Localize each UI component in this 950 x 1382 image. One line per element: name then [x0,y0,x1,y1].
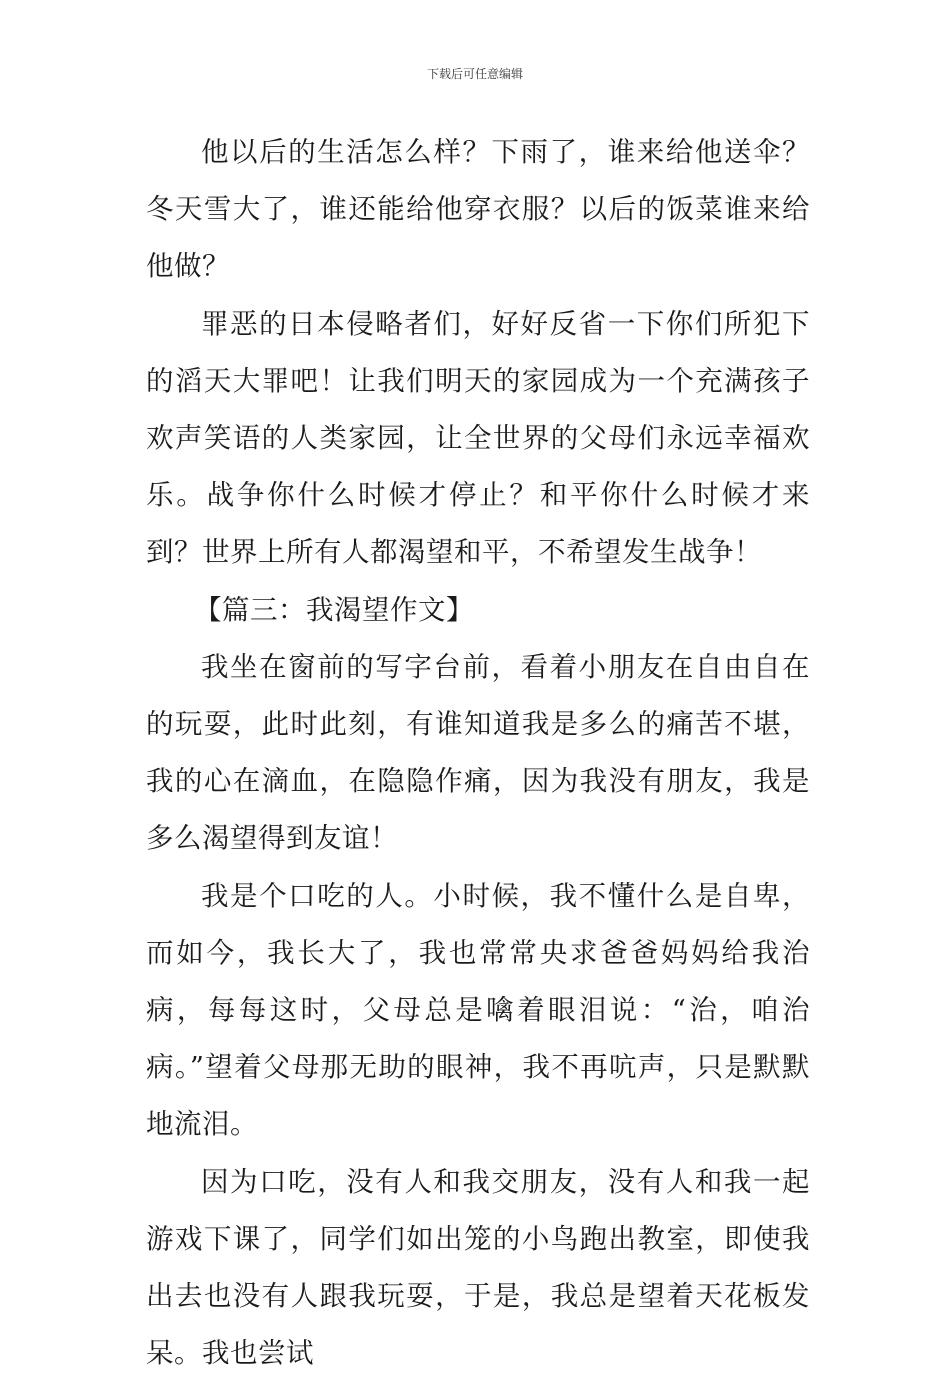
paragraph: 他以后的生活怎么样？下雨了，谁来给他送伞？冬天雪大了，谁还能给他穿衣服？以后的饭菜谁来给他做？ [146,136,810,283]
page-header: 下载后可任意编辑 [426,67,523,81]
paragraph: 我坐在窗前的写字台前，看着小朋友在自由自在的玩耍，此时此刻，有谁知道我是多么的痛苦不堪，我的心在滴血，在隐隐作痛，因为我没有朋友，我是多么渴望得到友谊！ [146,650,810,855]
paragraph: 我是个口吃的人。小时候，我不懂什么是自卑，而如今，我长大了，我也常常央求爸爸妈妈给我治病，每每这时，父母总是噙着眼泪说：“治，咱治病。”望着父母那无助的眼神，我不再吭声，只是默默地流泪。 [146,879,810,1141]
paragraph: 罪恶的日本侵略者们，好好反省一下你们所犯下的滔天大罪吧！让我们明天的家园成为一个充满孩子欢声笑语的人类家园，让全世界的父母们永远幸福欢乐。战争你什么时候才停止？和平你什么时候才来到？世界上所有人都渴望和平，不希望发生战争！ [146,307,810,569]
section-heading: 【篇三：我渴望作文】 [194,593,474,626]
paragraph: 因为口吃，没有人和我交朋友，没有人和我一起游戏下课了，同学们如出笼的小鸟跑出教室，即使我出去也没有人跟我玩耍，于是，我总是望着天花板发呆。我也尝试 [146,1165,810,1370]
document-body [146,124,810,1382]
